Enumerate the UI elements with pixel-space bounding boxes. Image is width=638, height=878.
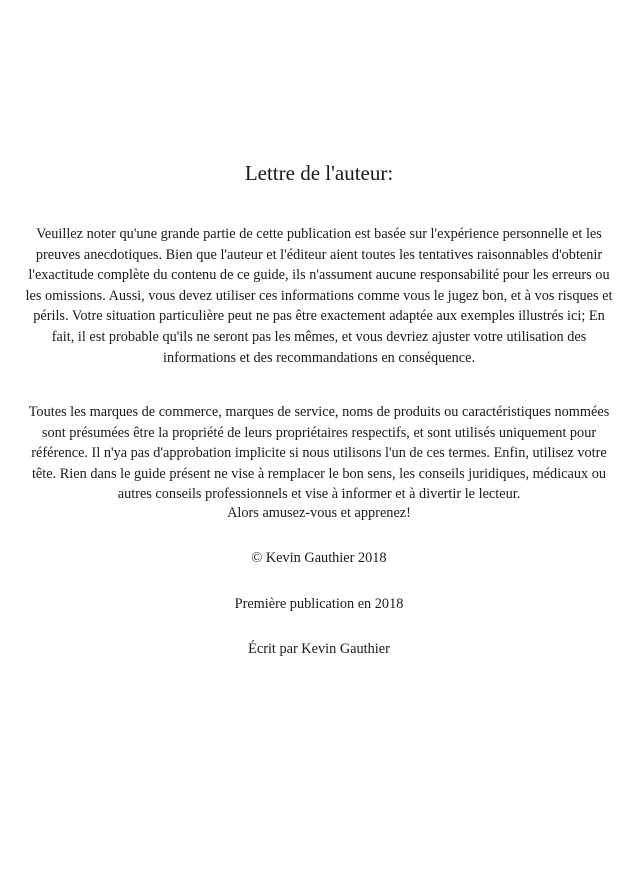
copyright-notice: © Kevin Gauthier 2018 (251, 550, 387, 566)
closing-line: Alors amusez-vous et apprenez! (227, 505, 411, 521)
disclaimer-paragraph: Veuillez noter qu'une grande partie de cette publication est basée sur l'expérience personnelle et les preuves anecdotiques. Bien que l'auteur et l'éditeur aient toutes les tentatives raisonnables d'obtenir l'exactitude complète du contenu de ce guide, ils n'assument aucune responsabilité pour les erreurs ou les omissions. Aussi, vous devez utiliser ces informations comme vous le jugez bon, et à vos risques et périls. Votre situation particulière peut ne pas être exactement adaptée aux exemples illustrés ici; En fait, il est probable qu'ils ne seront pas les mêmes, et vous devriez ajuster votre utilisation des informations et des recommandations en conséquence. (25, 226, 613, 366)
trademark-paragraph: Toutes les marques de commerce, marques de service, noms de produits ou caractéristiques nommées sont présumées être la propriété de leurs propriétaires respectifs, et sont utilisés uniquement pour référence. Il n'ya pas d'approbation implicite si nous utilisons l'un de ces termes. Enfin, utilisez votre tête. Rien dans le guide présent ne vise à remplacer le bon sens, les conseils juridiques, médicaux ou autres conseils professionnels et vise à informer et à divertir le lecteur. (28, 404, 610, 503)
publication-note: Première publication en 2018 (234, 596, 404, 612)
page-title: Lettre de l'auteur: (244, 161, 394, 185)
author-credit: Écrit par Kevin Gauthier (248, 641, 390, 657)
